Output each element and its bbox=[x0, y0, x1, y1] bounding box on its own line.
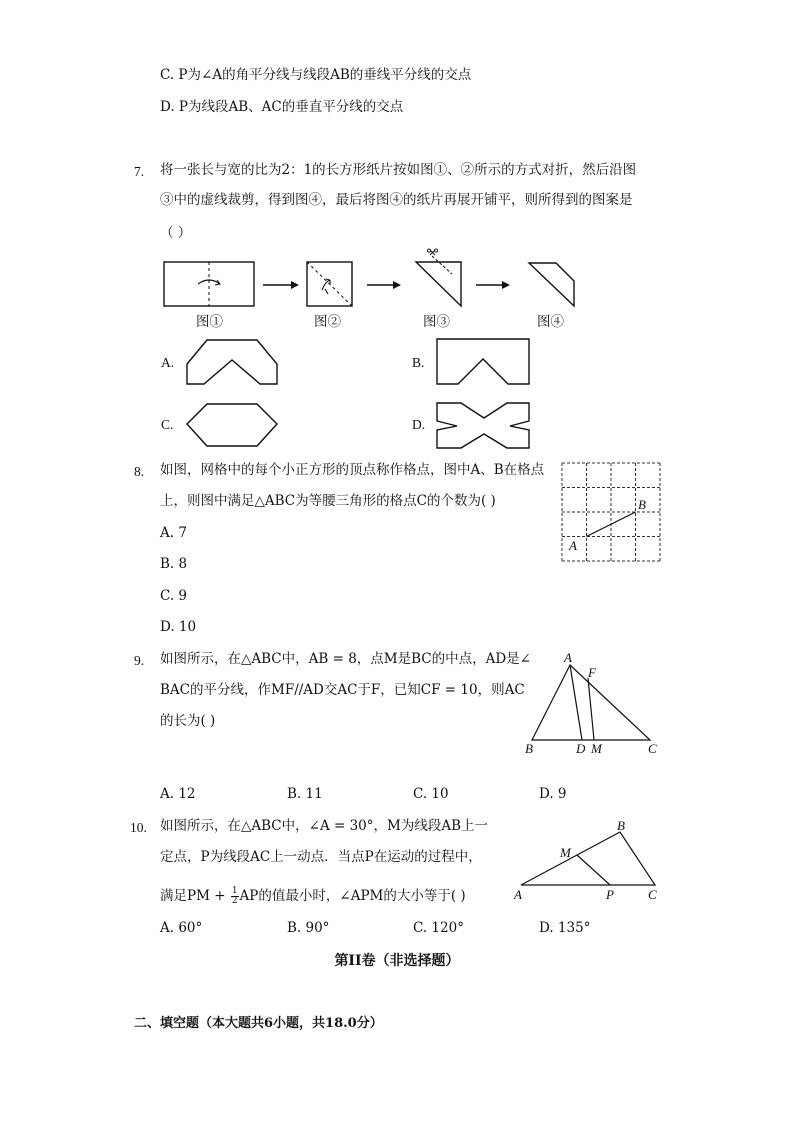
q10-label-p: P bbox=[606, 887, 614, 902]
fig3-label: 图③ bbox=[423, 314, 450, 330]
q10-option-c: C. 120° bbox=[413, 920, 464, 936]
fraction-numerator: 1 bbox=[231, 886, 238, 896]
q10-option-a: A. 60° bbox=[160, 920, 203, 936]
prev-option-d: D. P为线段AB、AC的垂直平分线的交点 bbox=[160, 99, 404, 115]
q9-stem-line3: 的长为( ) bbox=[160, 713, 216, 729]
q10-label-m: M bbox=[560, 845, 571, 860]
part2-heading: 二、填空题（本大题共6小题，共18.0分） bbox=[134, 1016, 383, 1031]
q10-option-b: B. 90° bbox=[287, 920, 330, 936]
q9-label-f: F bbox=[588, 665, 596, 680]
fraction-denominator: 2 bbox=[231, 896, 238, 906]
q10-stem-line2: 定点，P为线段AC上一动点．当点P在运动的过程中， bbox=[160, 849, 482, 865]
q9-label-c: C bbox=[648, 741, 657, 756]
q9-option-b: B. 11 bbox=[287, 786, 323, 802]
q7-option-b-label: B. bbox=[412, 355, 425, 370]
q7-number: 7. bbox=[134, 164, 145, 179]
q9-option-d: D. 9 bbox=[539, 786, 567, 802]
q9-number: 9. bbox=[134, 653, 145, 668]
q7-stem-line1: 将一张长与宽的比为2：1的长方形纸片按如图①、②所示的方式对折，然后沿图 bbox=[160, 162, 637, 178]
fig4-label: 图④ bbox=[537, 314, 564, 330]
q9-label-a: A bbox=[564, 650, 572, 665]
q7-stem-line3: （ ） bbox=[160, 225, 192, 241]
q9-label-m: M bbox=[591, 741, 602, 756]
q8-label-a: A bbox=[569, 538, 577, 553]
q10-label-c: C bbox=[648, 887, 657, 902]
q10-line3-post: AP的值最小时，∠APM的大小等于( ) bbox=[239, 888, 466, 904]
q9-option-c: C. 10 bbox=[413, 786, 449, 802]
prev-option-c: C. P为∠A的角平分线与线段AB的垂线平分线的交点 bbox=[160, 67, 472, 83]
q7-stem-line2: ③中的虚线裁剪，得到图④，最后将图④的纸片再展开铺平，则所得到的图案是 bbox=[160, 192, 633, 208]
q7-option-d-label: D. bbox=[412, 417, 426, 432]
fig1-label: 图① bbox=[196, 314, 223, 330]
q8-option-c: C. 9 bbox=[160, 588, 188, 604]
q8-stem-line1: 如图，网格中的每个小正方形的顶点称作格点，图中A、B在格点 bbox=[160, 462, 545, 478]
fig2-label: 图② bbox=[314, 314, 341, 330]
q7-option-c-label: C. bbox=[161, 417, 174, 432]
segment-pm bbox=[577, 855, 610, 885]
q7-option-a-label: A. bbox=[161, 355, 175, 370]
q10-option-d: D. 135° bbox=[539, 920, 591, 936]
section-title: 第II卷（非选择题） bbox=[334, 953, 460, 969]
q8-number: 8. bbox=[134, 464, 145, 479]
triangle-abc-q10 bbox=[521, 832, 655, 885]
q9-stem-line2: BAC的平分线，作MF//AD交AC于F，已知CF = 10，则AC bbox=[160, 682, 525, 698]
q8-option-d: D. 10 bbox=[160, 619, 197, 635]
q10-label-b: B bbox=[617, 818, 625, 833]
q8-option-b: B. 8 bbox=[160, 556, 188, 572]
q8-stem-line2: 上，则图中满足△ABC为等腰三角形的格点C的个数为( ) bbox=[160, 493, 496, 509]
q10-line3-pre: 满足PM + bbox=[160, 888, 230, 904]
q10-label-a: A bbox=[514, 887, 522, 902]
q9-label-b: B bbox=[525, 741, 533, 756]
q8-option-a: A. 7 bbox=[160, 525, 187, 541]
q9-label-d: D bbox=[576, 741, 586, 756]
q9-option-a: A. 12 bbox=[160, 786, 196, 802]
q9-stem-line1: 如图所示，在△ABC中，AB = 8，点M是BC的中点，AD是∠ bbox=[160, 651, 531, 667]
q10-stem-line1: 如图所示，在△ABC中，∠A = 30°，M为线段AB上一 bbox=[160, 818, 489, 834]
q10-number: 10. bbox=[130, 820, 147, 835]
q8-label-b: B bbox=[638, 497, 646, 512]
